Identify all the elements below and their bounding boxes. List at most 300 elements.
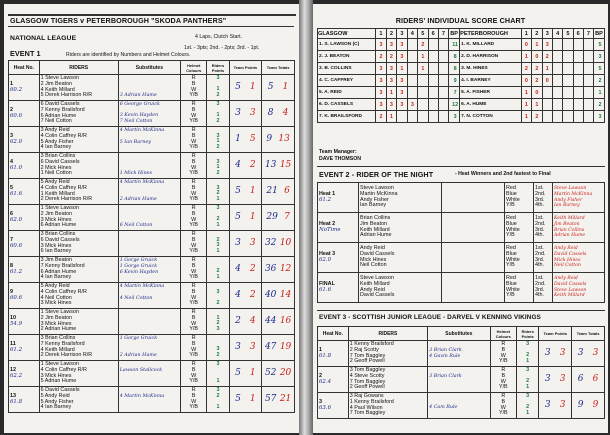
away-rider-total: 3 [598, 113, 602, 120]
score-chart-title: RIDERS' INDIVIDUAL SCORE CHART [395, 16, 526, 25]
helmet-colour: Y/B [189, 352, 199, 359]
helmet-colour: B [501, 346, 506, 353]
away-rider-score [583, 63, 593, 75]
rider-name: 4 Keith Millard [40, 346, 75, 353]
event2-heat-label-cell [318, 213, 359, 243]
event2-heat-label-cell [318, 273, 359, 303]
event2-colours-cell [505, 213, 534, 243]
helmet-colours-cell [181, 335, 207, 361]
away-team-total: 4 [282, 107, 289, 118]
away-team-total: 10 [279, 237, 292, 248]
team-totals-cell [262, 387, 295, 413]
team-points-cell [229, 179, 262, 205]
rider-name: 1 Neil Cotton [40, 170, 72, 177]
away-team-total: 13 [278, 133, 290, 144]
helmet-colour: B [191, 158, 196, 165]
heat-row [9, 283, 295, 309]
col-5-away: 5 [563, 29, 573, 39]
home-rider-score [418, 111, 428, 123]
heat-number: 12 [10, 366, 16, 373]
event2-result: Andy Reid [554, 276, 578, 282]
heat-row [9, 205, 295, 231]
home-team-points: 1 [235, 133, 241, 144]
helmet-colours-cell [490, 341, 516, 367]
event2-position: 2nd. [535, 220, 546, 227]
event2-result: Steve Lawson [554, 186, 587, 192]
event2-colour: Blue [506, 190, 517, 197]
away-rider-score [563, 51, 573, 63]
rider-points: 1 [216, 248, 220, 255]
rider-points: 2 [216, 236, 220, 243]
home-rider-score: 3 [376, 39, 386, 51]
home-rider-score: 1 [386, 87, 396, 99]
away-rider-score [573, 111, 583, 123]
away-rider-score [583, 111, 593, 123]
league-title: NATIONAL LEAGUE [10, 35, 77, 42]
rider-name: 6 David Cassels [40, 387, 80, 394]
rider-points: 2 [216, 392, 220, 399]
riders-points-cell [207, 309, 229, 335]
event2-position: 2nd. [535, 280, 546, 287]
away-team-points: 3 [249, 341, 256, 352]
score-row [318, 39, 605, 51]
helmet-colour: B [191, 314, 196, 321]
substitute-name: Lawson Stallcock [119, 367, 163, 373]
event2-rider: David Cassels [360, 292, 395, 299]
heat-number: 13 [10, 392, 16, 399]
riders-cell [348, 393, 427, 419]
rider-points: 3 [216, 346, 220, 353]
event2-result: Martin McKinna [554, 191, 593, 197]
helmet-colour: B [191, 236, 196, 243]
helmet-colour: W [191, 164, 197, 171]
points-note: 1st. - 3pts; 2nd. - 2pts; 3rd. - 1pt. [184, 45, 260, 51]
substitute-name: 4 Martin McKinna [119, 180, 165, 186]
heat-number: 3 [10, 132, 13, 139]
team-totals-cell [262, 101, 295, 127]
away-rider-score [553, 99, 563, 111]
e3-col-heat-no: Heat No. [318, 327, 349, 341]
away-rider-name: 3. M. HINES [460, 63, 522, 75]
helmet-colour: R [191, 231, 196, 238]
helmet-colour: B [501, 398, 506, 405]
helmet-colours-cell [181, 257, 207, 283]
team-points-cell [229, 127, 262, 153]
helmet-colour: Y/B [189, 118, 199, 125]
substitute-name: 6 George Gruick [119, 102, 160, 108]
away-rider-score: 2 [521, 63, 531, 75]
heat-time: 62.2 [10, 372, 23, 379]
rider-name: 5 Derek Harrison R/R [40, 92, 93, 99]
away-rider-total: 3 [598, 53, 602, 60]
away-rider-score: 0 [521, 39, 531, 51]
away-team-total: 14 [279, 289, 292, 300]
event2-position: 3rd. [535, 286, 545, 293]
col-2: 2 [386, 29, 396, 39]
away-rider-score: 1 [521, 51, 531, 63]
home-team-total: 8 [267, 107, 274, 118]
helmet-colour: R [191, 283, 196, 290]
rider-name: 2 Jim Beaton [40, 210, 73, 217]
rider-name: 2 Jim Beaton [40, 314, 73, 321]
score-row [318, 75, 605, 87]
team-manager-label: Team Manager: [319, 149, 357, 155]
col-bp-away: BP [595, 30, 603, 37]
event2-result: Neil Cotton [554, 263, 581, 269]
heat-time: 61.0 [10, 164, 23, 171]
rider-name: 3 Mick Hines [40, 320, 72, 327]
heat-number: 7 [10, 236, 13, 243]
individual-score-chart [317, 28, 605, 123]
helmet-colours-cell [490, 367, 516, 393]
rider-points: 2 [216, 268, 220, 275]
helmet-colour: R [191, 361, 196, 368]
team-totals-cell [262, 335, 295, 361]
event1-heat-table [8, 60, 295, 413]
rider-name: 4 Colin Caffrey R/R [40, 366, 87, 373]
heat-number-cell [9, 387, 40, 413]
away-rider-score [594, 99, 605, 111]
away-rider-score: 2 [532, 111, 542, 123]
home-rider-score: 3 [376, 63, 386, 75]
rider-points: 1 [526, 410, 530, 417]
away-rider-score [583, 99, 593, 111]
home-team-points: 3 [235, 341, 241, 352]
team-totals-cell [262, 231, 295, 257]
heat-row [9, 179, 295, 205]
home-rider-score [407, 63, 417, 75]
away-team-total: 9 [592, 399, 599, 410]
home-team-total: 47 [264, 341, 277, 352]
home-rider-total: 12 [452, 101, 459, 108]
rider-name: 2 Raj Scotty [349, 346, 379, 353]
event2-position: 4th. [535, 232, 544, 239]
riders-cell [39, 101, 118, 127]
event2-table [317, 182, 605, 303]
helmet-colour: B [191, 392, 196, 399]
riders-cell [39, 179, 118, 205]
home-rider-score [449, 63, 460, 75]
col-helmet-colours: Helmet Colours [181, 61, 207, 75]
heat-number-cell [318, 393, 349, 419]
rider-points: 2 [216, 190, 220, 197]
home-rider-score [438, 75, 448, 87]
home-team-points: 3 [235, 107, 241, 118]
event2-heat-label: Heat 3 [319, 250, 336, 257]
rider-name: 5 Andy Reid [40, 283, 70, 290]
home-rider-score: 3 [376, 75, 386, 87]
away-team-total: 19 [279, 341, 292, 352]
rider-name: 7 Tom Baggley [349, 378, 386, 385]
rider-points: 2 [526, 378, 530, 385]
helmet-colour: B [191, 288, 196, 295]
event2-colour: Red [506, 215, 516, 222]
home-rider-score [438, 63, 448, 75]
helmet-colour: R [191, 179, 196, 186]
rider-name: 4 Colin Caffrey R/R [40, 184, 87, 191]
event2-heat-label: Heat 2 [319, 220, 336, 227]
riders-points-cell [207, 127, 229, 153]
event2-colour: Y/B [506, 202, 515, 209]
rider-name: 4 Ian Barney [40, 144, 72, 151]
rider-name: 2 Derek Harrison R/R [40, 196, 93, 203]
event2-heat-row [318, 183, 605, 213]
team-points-cell [229, 361, 262, 387]
rider-points: 1 [216, 86, 220, 93]
away-rider-score [563, 111, 573, 123]
away-rider-score [573, 51, 583, 63]
rider-points: 2 [216, 300, 220, 307]
home-rider-score [438, 87, 448, 99]
heat-time: 54.9 [10, 320, 23, 327]
score-row [318, 87, 605, 99]
riders-points-cell [517, 393, 539, 419]
heat-row [9, 231, 295, 257]
away-rider-score [553, 111, 563, 123]
col-6: 6 [428, 29, 438, 39]
away-rider-score [594, 51, 605, 63]
helmet-colour: R [191, 127, 196, 134]
event2-result: Ian Barney [554, 203, 580, 209]
riders-cell [39, 309, 118, 335]
substitute-name [429, 411, 488, 417]
helmet-colour: B [191, 132, 196, 139]
helmet-colour: Y/B [189, 326, 199, 333]
heat-time: 61.2 [10, 346, 23, 353]
team-totals-cell [262, 127, 295, 153]
heat-number-cell [9, 257, 40, 283]
event2-colour: Blue [506, 280, 517, 287]
helmet-colour: Y/B [189, 404, 199, 411]
heat-number-cell [9, 75, 40, 101]
rider-name: 1 Keith Millard [40, 190, 75, 197]
home-rider-score [449, 39, 460, 51]
home-rider-score: 2 [376, 111, 386, 123]
rider-name: 3 Raj Gowans [349, 393, 384, 400]
substitutes-cell [118, 257, 180, 283]
away-rider-total: 5 [598, 41, 602, 48]
riders-cell [39, 75, 118, 101]
home-rider-name: 6. D. CASSELS [318, 99, 376, 111]
rider-name: 5 Andy Fisher [40, 138, 74, 145]
rider-name: 6 David Cassels [40, 158, 80, 165]
away-team-total: 21 [279, 393, 292, 404]
away-rider-score [573, 87, 583, 99]
home-team-points: 4 [235, 263, 241, 274]
substitute-name: 5 Ian Barney [119, 139, 151, 145]
home-team-points: 5 [235, 367, 241, 378]
away-rider-score: 0 [532, 51, 542, 63]
helmet-colour: Y/B [189, 274, 199, 281]
team-totals-cell [262, 309, 295, 335]
heat-row [9, 335, 295, 361]
rider-points: 3 [216, 132, 220, 139]
helmet-colour: W [191, 242, 197, 249]
away-team-total: 15 [279, 159, 292, 170]
fixture-title: GLASGOW TIGERS v PETERBOROUGH "SKODA PANTHERS" [10, 16, 227, 25]
heat-number: 4 [10, 158, 13, 165]
helmet-colour: W [191, 268, 197, 275]
event2-pos-cell [534, 243, 553, 273]
heat-number: 8 [10, 262, 13, 269]
home-rider-score: 3 [376, 87, 386, 99]
rider-name: 7 Kenny Brailsford [40, 106, 85, 113]
away-rider-score: 1 [532, 99, 542, 111]
helmet-colour: Y/B [498, 410, 508, 417]
team-points-cell [229, 335, 262, 361]
event2-rider: Mick Hines [360, 256, 387, 263]
event2-result: David Cassels [554, 251, 587, 257]
rider-name: 6 Adrian Hume [40, 222, 77, 229]
rider-points: 2 [216, 118, 220, 125]
away-rider-score: 2 [542, 51, 552, 63]
heat-row [318, 367, 605, 393]
helmet-colours-cell [181, 153, 207, 179]
heat-time: 62.0 [10, 216, 23, 223]
team-points-cell [539, 393, 572, 419]
e3-col-substitutes: Substitutes [428, 327, 490, 341]
event2-result: David Cassels [554, 281, 587, 287]
away-rider-score [542, 111, 552, 123]
heat-number-cell [318, 367, 349, 393]
home-team-points: 5 [235, 81, 241, 92]
event2-result-cell [553, 183, 605, 213]
home-rider-score [407, 111, 417, 123]
substitutes-cell [118, 335, 180, 361]
helmet-colours-cell [181, 361, 207, 387]
rider-points: 2 [526, 352, 530, 359]
home-rider-score: 3 [397, 99, 407, 111]
helmet-colour: W [191, 372, 197, 379]
away-rider-name: 6. A. HUME [460, 99, 522, 111]
substitute-name: 6 Neil Cotton [119, 223, 153, 229]
away-rider-score: 0 [542, 75, 552, 87]
event2-blank-cell [442, 273, 505, 303]
home-team-points: 2 [235, 315, 241, 326]
heat-number: 1 [319, 346, 322, 353]
rider-points: 1 [216, 138, 220, 145]
substitute-name: 7 Neil Cotton [119, 119, 153, 125]
away-rider-score [594, 75, 605, 87]
rider-points: 3 [526, 341, 530, 348]
substitute-name: 2 Adrian Hume [119, 353, 157, 359]
substitute-name: 4 Martin McKinna [119, 393, 165, 399]
event2-heat-label: Heat 1 [319, 190, 336, 197]
event2-blank-cell [442, 213, 505, 243]
home-rider-score [428, 51, 438, 63]
substitutes-cell [428, 367, 490, 393]
helmet-colour: W [191, 320, 197, 327]
away-rider-score [594, 39, 605, 51]
away-rider-name: 1. K. MILLARD [460, 39, 522, 51]
away-team-points: 4 [249, 315, 256, 326]
heat-time: 60.6 [10, 112, 23, 119]
home-team-total: 36 [264, 263, 277, 274]
heat-number-cell [318, 341, 349, 367]
heat-number-cell [9, 283, 40, 309]
away-rider-score [563, 99, 573, 111]
rider-points: 2 [216, 352, 220, 359]
event2-colour: White [506, 226, 520, 233]
rider-points: 3 [526, 393, 530, 400]
home-team-points: 5 [235, 393, 241, 404]
helmet-colour: Y/B [189, 144, 199, 151]
rider-name: 3 Jim Beaton [40, 257, 73, 264]
home-rider-score [438, 39, 448, 51]
substitute-name [120, 301, 179, 307]
away-team-total: 20 [279, 367, 292, 378]
rider-name: 7 Tom Baggley [349, 352, 386, 359]
home-rider-score: 3 [407, 99, 417, 111]
helmet-colour: R [501, 367, 506, 374]
heat-number: 2 [319, 372, 322, 379]
home-rider-score [438, 51, 448, 63]
home-rider-score [449, 51, 460, 63]
event2-result: Keith Millard [554, 216, 585, 222]
event2-colours-cell [505, 273, 534, 303]
away-rider-score: 1 [521, 87, 531, 99]
helmet-colour: Y/B [498, 384, 508, 391]
away-rider-score [553, 63, 563, 75]
riders-points-cell [207, 335, 229, 361]
score-row [318, 63, 605, 75]
riders-points-cell [207, 283, 229, 309]
substitute-name: 3 Brian Clark [429, 347, 462, 353]
event2-colour: Y/B [506, 262, 515, 269]
home-team-name: GLASGOW [318, 29, 376, 39]
helmet-colour: W [500, 378, 506, 385]
team-points-cell [229, 231, 262, 257]
heat-time: 60.6 [10, 294, 23, 301]
col-3: 3 [397, 29, 407, 39]
rider-points: 1 [526, 384, 530, 391]
event2-heat-time: NoTime [319, 226, 341, 233]
helmet-colour: Y/B [189, 248, 199, 255]
event2-pos-cell [534, 213, 553, 243]
away-rider-score [573, 39, 583, 51]
event2-result: Mick Hines [554, 257, 581, 263]
home-team-total: 3 [577, 347, 584, 358]
away-rider-score [563, 87, 573, 99]
home-team-total: 57 [264, 393, 277, 404]
home-team-points: 3 [544, 373, 551, 384]
home-rider-score [407, 75, 417, 87]
home-rider-score: 3 [386, 39, 396, 51]
event2-position: 2nd. [535, 190, 546, 197]
substitute-name [120, 405, 179, 411]
riders-cell [39, 335, 118, 361]
event-label: EVENT 1 [10, 49, 41, 58]
event2-colour: White [506, 196, 520, 203]
away-team-points: 3 [249, 237, 256, 248]
event2-riders-cell [359, 243, 442, 273]
rider-name: 4 Keith Millard [40, 86, 75, 93]
substitutes-cell [428, 341, 490, 367]
away-rider-name: 2. D. HARRISON [460, 51, 522, 63]
e3-col-riders-points: Riders Points [517, 327, 539, 341]
home-rider-score: 3 [376, 99, 386, 111]
event2-colour: Y/B [506, 292, 515, 299]
rider-name: 6 David Cassels [40, 236, 80, 243]
home-rider-score [449, 99, 460, 111]
helmet-colour: W [191, 112, 197, 119]
team-points-cell [539, 367, 572, 393]
event2-heat-label-cell [318, 243, 359, 273]
riders-cell [39, 231, 118, 257]
helmet-colours-cell [181, 75, 207, 101]
col-team-points: Team Points [229, 61, 262, 75]
event2-colour: Y/B [506, 232, 515, 239]
